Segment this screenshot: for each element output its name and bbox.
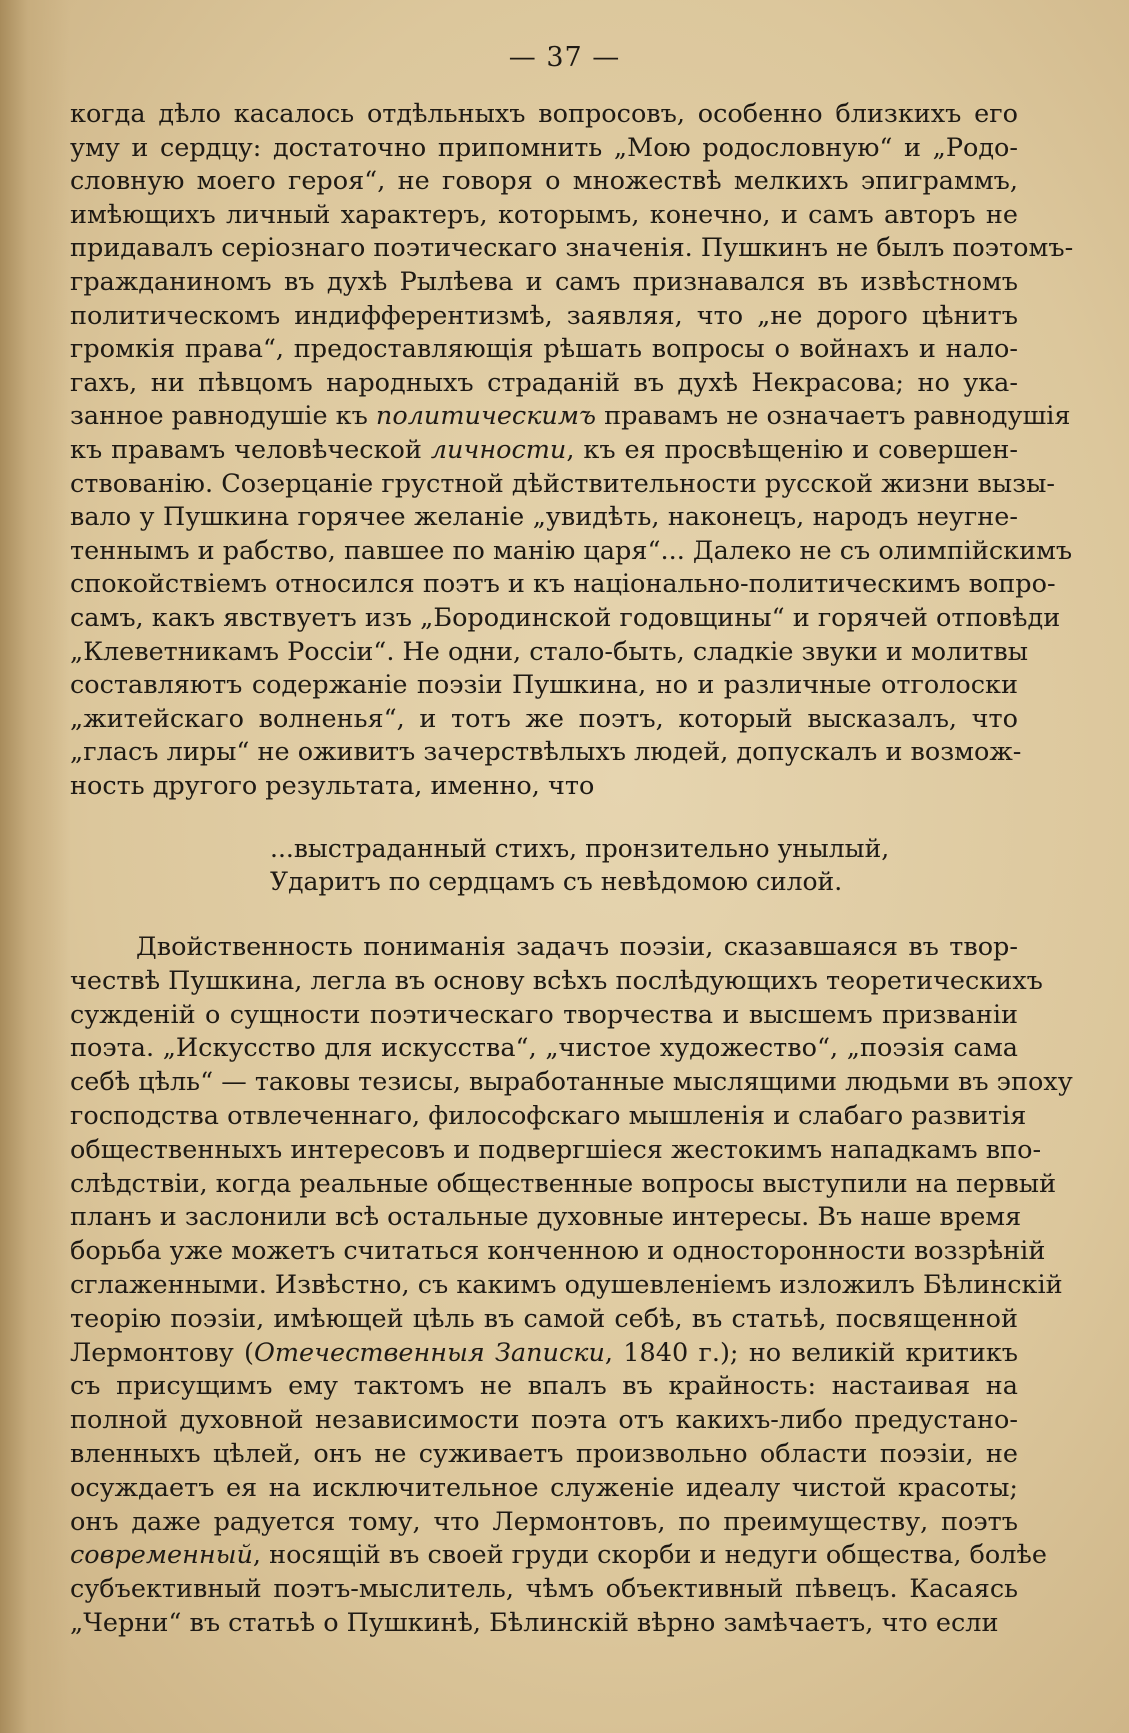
text-line: „житейскаго волненья“, и тотъ же поэтъ, который высказалъ, что [70,703,1018,734]
text-line: вленныхъ цѣлей, онъ не суживаетъ произвольно области поэзіи, не [70,1438,1018,1469]
text-line: онъ даже радуется тому, что Лермонтовъ, по преимуществу, поэтъ [70,1506,1018,1537]
text-line: субъективный поэтъ-мыслитель, чѣмъ объективный пѣвецъ. Касаясь [70,1574,1018,1605]
text-line: ствованію. Созерцаніе грустной дѣйствительности русской жизни вызы- [70,468,1056,499]
text-line: когда дѣло касалось отдѣльныхъ вопросовъ, особенно близкихъ его [70,99,1018,129]
verse-line: ...выстраданный стихъ, пронзительно унылый, [270,834,890,863]
verse-quote [270,832,890,898]
text-line: политическомъ индифферентизмѣ, заявляя, что „не дорого цѣнитъ [70,300,1018,331]
text-line: господства отвлеченнаго, философскаго мышленія и слабаго развитія [70,1100,1027,1131]
text-line: „Черни“ въ статьѣ о Пушкинѣ, Бѣлинскій вѣрно замѣчаетъ, что если [70,1607,999,1638]
text-line: громкія права“, предоставляющія рѣшать вопросы о войнахъ и нало- [70,334,1018,365]
text-line: полной духовной независимости поэта отъ какихъ-либо предустано- [70,1405,1018,1436]
text-line: занное равнодушіе къ политическимъ правамъ не означаетъ равнодушія [70,401,1071,432]
paragraph-1 [70,98,1074,803]
text-line: уму и сердцу: достаточно припомнить „Мою родословную“ и „Родо- [70,132,1018,163]
text-line: борьба уже можетъ считаться конченною и односторонности воззрѣній [70,1236,1046,1267]
text-line: гражданиномъ въ духѣ Рылѣева и самъ признавался въ извѣстномъ [70,266,1018,297]
binding-shadow [0,0,70,1733]
text-line: гахъ, ни пѣвцомъ народныхъ страданій въ духѣ Некрасова; но ука- [70,367,1018,398]
text-line: современный, носящій въ своей груди скорби и недуги общества, болѣе [70,1540,1047,1571]
text-line: осуждаетъ ея на исключительное служеніе идеалу чистой красоты; [70,1472,1018,1503]
text-line: чествѣ Пушкина, легла въ основу всѣхъ послѣдующихъ теоретическихъ [70,965,1043,996]
text-line: Лермонтову (Отечественныя Записки, 1840 г.); но великій критикъ [70,1337,1019,1368]
text-line: къ правамъ человѣческой личности, къ ея просвѣщенію и совершен- [70,434,1019,465]
text-line: себѣ цѣль“ — таковы тезисы, выработанные мыслящими людьми въ эпоху [70,1067,1073,1098]
text-line: поэта. „Искусство для искусства“, „чистое художество“, „поэзія сама [70,1033,1018,1064]
text-line: сужденій о сущности поэтическаго творчества и высшемъ призваніи [70,999,1018,1030]
page-number: — 37 — [508,42,621,73]
text-line: теорію поэзіи, имѣющей цѣль въ самой себѣ, въ статьѣ, посвященной [70,1303,1018,1334]
text-line: съ присущимъ ему тактомъ не впалъ въ крайность: настаивая на [70,1371,1018,1402]
text-line: самъ, какъ явствуетъ изъ „Бородинской годовщины“ и горячей отповѣди [70,602,1061,633]
text-line: общественныхъ интересовъ и подвергшіеся жестокимъ нападкамъ впо- [70,1134,1042,1165]
text-line: вало у Пушкина горячее желаніе „увидѣть, наконецъ, народъ неугне- [70,502,1018,533]
text-line: придавалъ серіознаго поэтическаго значенія. Пушкинъ не былъ поэтомъ- [70,233,1074,264]
verse-line: Ударитъ по сердцамъ съ невѣдомою силой. [270,867,843,896]
paragraph-2 [70,931,1073,1641]
text-line: имѣющихъ личный характеръ, которымъ, конечно, и самъ авторъ не [70,199,1018,230]
text-line: сглаженными. Извѣстно, съ какимъ одушевленіемъ изложилъ Бѣлинскій [70,1269,1063,1300]
text-line: планъ и заслонили всѣ остальные духовные интересы. Въ наше время [70,1202,1022,1233]
text-line: теннымъ и рабство, павшее по манію царя“... Далеко не съ олимпійскимъ [70,535,1073,566]
text-line: Двойственность пониманія задачъ поэзіи, сказавшаяся въ твор- [136,932,1018,962]
text-line: составляютъ содержаніе поэзіи Пушкина, но и различные отголоски [70,670,1018,701]
text-line: ность другого результата, именно, что [70,770,595,801]
text-line: „гласъ лиры“ не оживитъ зачерствѣлыхъ людей, допускалъ и возмож- [70,737,1022,768]
text-line: словную моего героя“, не говоря о множествѣ мелкихъ эпиграммъ, [70,166,1018,197]
text-line: слѣдствіи, когда реальные общественные вопросы выступили на первый [70,1168,1057,1199]
text-line: „Клеветникамъ Россіи“. Не одни, стало-быть, сладкіе звуки и молитвы [70,636,1029,667]
text-line: спокойствіемъ относился поэтъ и къ національно-политическимъ вопро- [70,569,1056,600]
